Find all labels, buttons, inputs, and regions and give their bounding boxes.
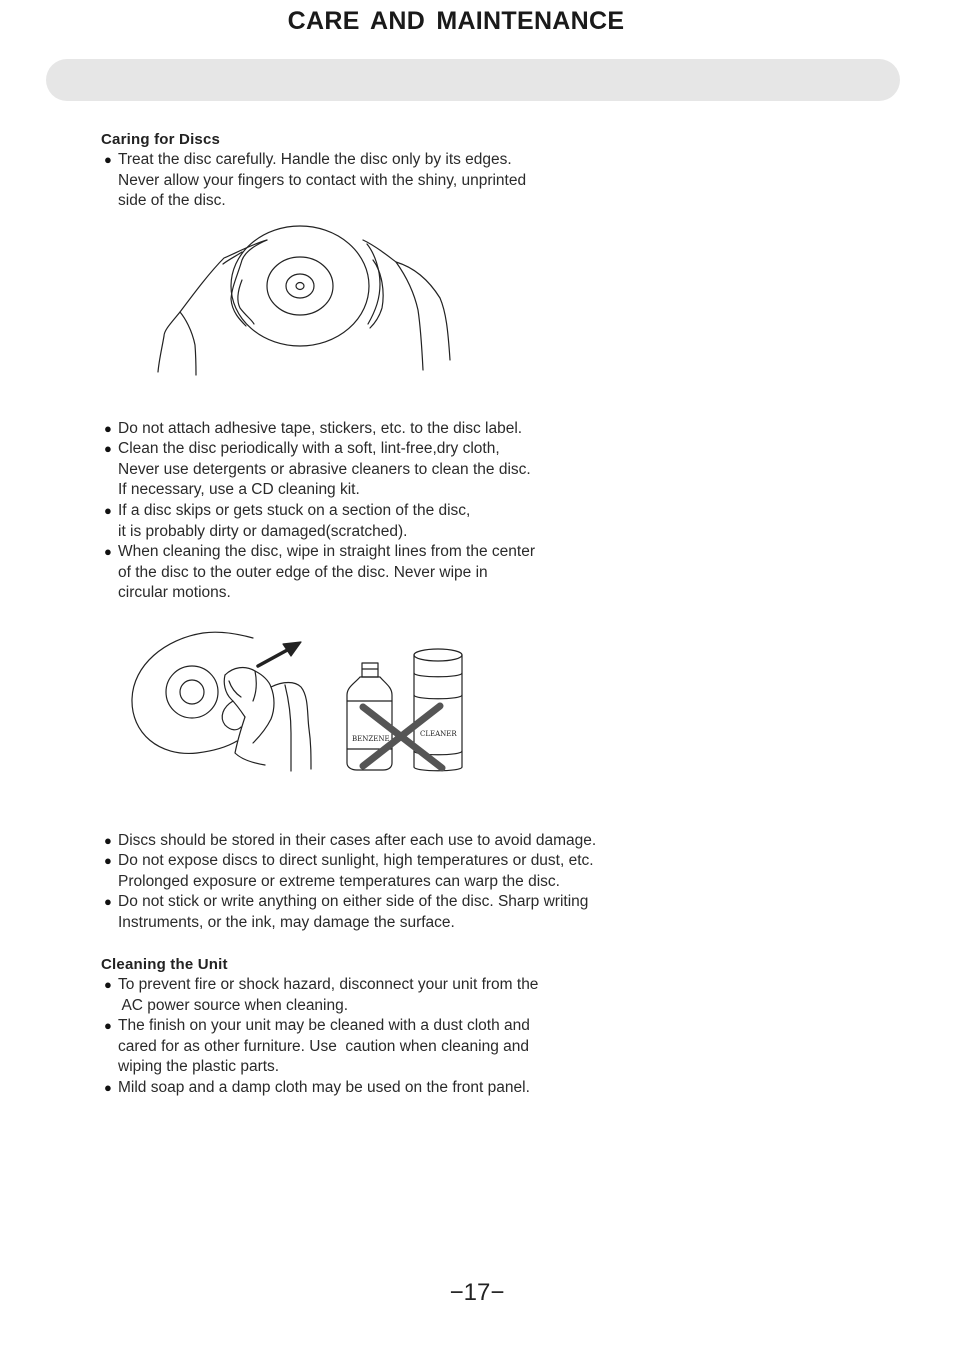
wiping-hand-icon: [222, 668, 311, 771]
hands-holding-disc-illustration: [150, 220, 460, 380]
bullet-store-cases: [104, 831, 596, 852]
bullet-line: If a disc skips or gets stuck on a section of the disc,: [118, 502, 471, 519]
bullet-line: side of the disc.: [118, 192, 226, 210]
page-number: −17−: [449, 1279, 505, 1306]
bullet-line: Instruments, or the ink, may damage the surface.: [118, 913, 455, 931]
bullet-line: To prevent fire or shock hazard, disconnect your unit from the: [118, 976, 539, 993]
bullet-handle-edges: [104, 150, 526, 212]
bullet-mild-soap: [104, 1078, 530, 1099]
bullet-line: of the disc to the outer edge of the disc. Never wipe in: [118, 563, 488, 581]
bullet-line: it is probably dirty or damaged(scratched).: [118, 522, 408, 540]
disc-center-hole-icon: [296, 283, 304, 290]
disc-label-ring-icon: [267, 257, 333, 315]
bullet-dot-icon: ●: [104, 441, 112, 456]
bullet-wipe-straight: [104, 542, 535, 604]
bullet-line: Discs should be stored in their cases after each use to avoid damage.: [118, 832, 597, 849]
wiped-disc-icon: [132, 632, 253, 753]
disc-outline-icon: [231, 226, 369, 346]
bullet-line: Do not attach adhesive tape, stickers, etc. to the disc label.: [118, 420, 523, 437]
bullet-dot-icon: ●: [104, 1018, 112, 1033]
bullet-line: cared for as other furniture. Use caution when cleaning and: [118, 1037, 529, 1055]
bullet-dot-icon: ●: [104, 833, 112, 848]
bullet-line: Mild soap and a damp cloth may be used on the front panel.: [118, 1079, 530, 1096]
bullet-disc-skips: [104, 501, 470, 542]
bullet-line: Clean the disc periodically with a soft, lint-free,dry cloth,: [118, 440, 500, 457]
bullet-dust-cloth: [104, 1016, 530, 1078]
benzene-bottle-icon: [347, 663, 392, 770]
bullet-line: If necessary, use a CD cleaning kit.: [118, 481, 360, 499]
wipe-direction-arrow-icon: [258, 642, 301, 666]
bullet-dot-icon: ●: [104, 544, 112, 559]
bullet-no-tape: [104, 419, 522, 440]
bullet-dot-icon: ●: [104, 1080, 112, 1095]
page-title: CARE AND MAINTENANCE: [287, 7, 625, 35]
section-heading-cleaning-unit: Cleaning the Unit: [101, 956, 228, 973]
bullet-disconnect-power: [104, 975, 538, 1016]
right-hand-icon: [363, 240, 450, 370]
bullet-dot-icon: ●: [104, 503, 112, 518]
left-hand-icon: [158, 240, 267, 375]
bullet-line: wiping the plastic parts.: [118, 1058, 280, 1076]
bullet-line: circular motions.: [118, 584, 231, 602]
bullet-dot-icon: ●: [104, 894, 112, 909]
bullet-line: The finish on your unit may be cleaned with a dust cloth and: [118, 1017, 530, 1034]
bullet-clean-periodically: [104, 439, 531, 501]
bullet-line: Treat the disc carefully. Handle the disc only by its edges.: [118, 151, 512, 168]
bullet-dot-icon: ●: [104, 977, 112, 992]
bullet-line: When cleaning the disc, wipe in straight lines from the center: [118, 543, 535, 560]
section-heading-caring-discs: Caring for Discs: [101, 131, 221, 148]
bullet-line: Prolonged exposure or extreme temperatures can warp the disc.: [118, 872, 560, 890]
bullet-line: AC power source when cleaning.: [118, 996, 349, 1014]
bullet-line: Do not expose discs to direct sunlight, high temperatures or dust, etc.: [118, 852, 594, 869]
bullet-dot-icon: ●: [104, 152, 112, 167]
header-band: [46, 59, 900, 101]
disc-hub-icon: [286, 274, 314, 298]
bullet-line: Never allow your fingers to contact with the shiny, unprinted: [118, 171, 527, 189]
cleaner-label: CLEANER: [420, 730, 457, 738]
bullet-line: Do not stick or write anything on either side of the disc. Sharp writing: [118, 893, 589, 910]
bullet-dot-icon: ●: [104, 853, 112, 868]
benzene-label: BENZENE: [352, 735, 390, 743]
bullet-no-sunlight: [104, 851, 594, 892]
bullet-no-writing: [104, 892, 588, 933]
disc-cleaning-illustration: [125, 625, 470, 785]
bullet-line: Never use detergents or abrasive cleaners to clean the disc.: [118, 460, 531, 478]
bullet-dot-icon: ●: [104, 421, 112, 436]
